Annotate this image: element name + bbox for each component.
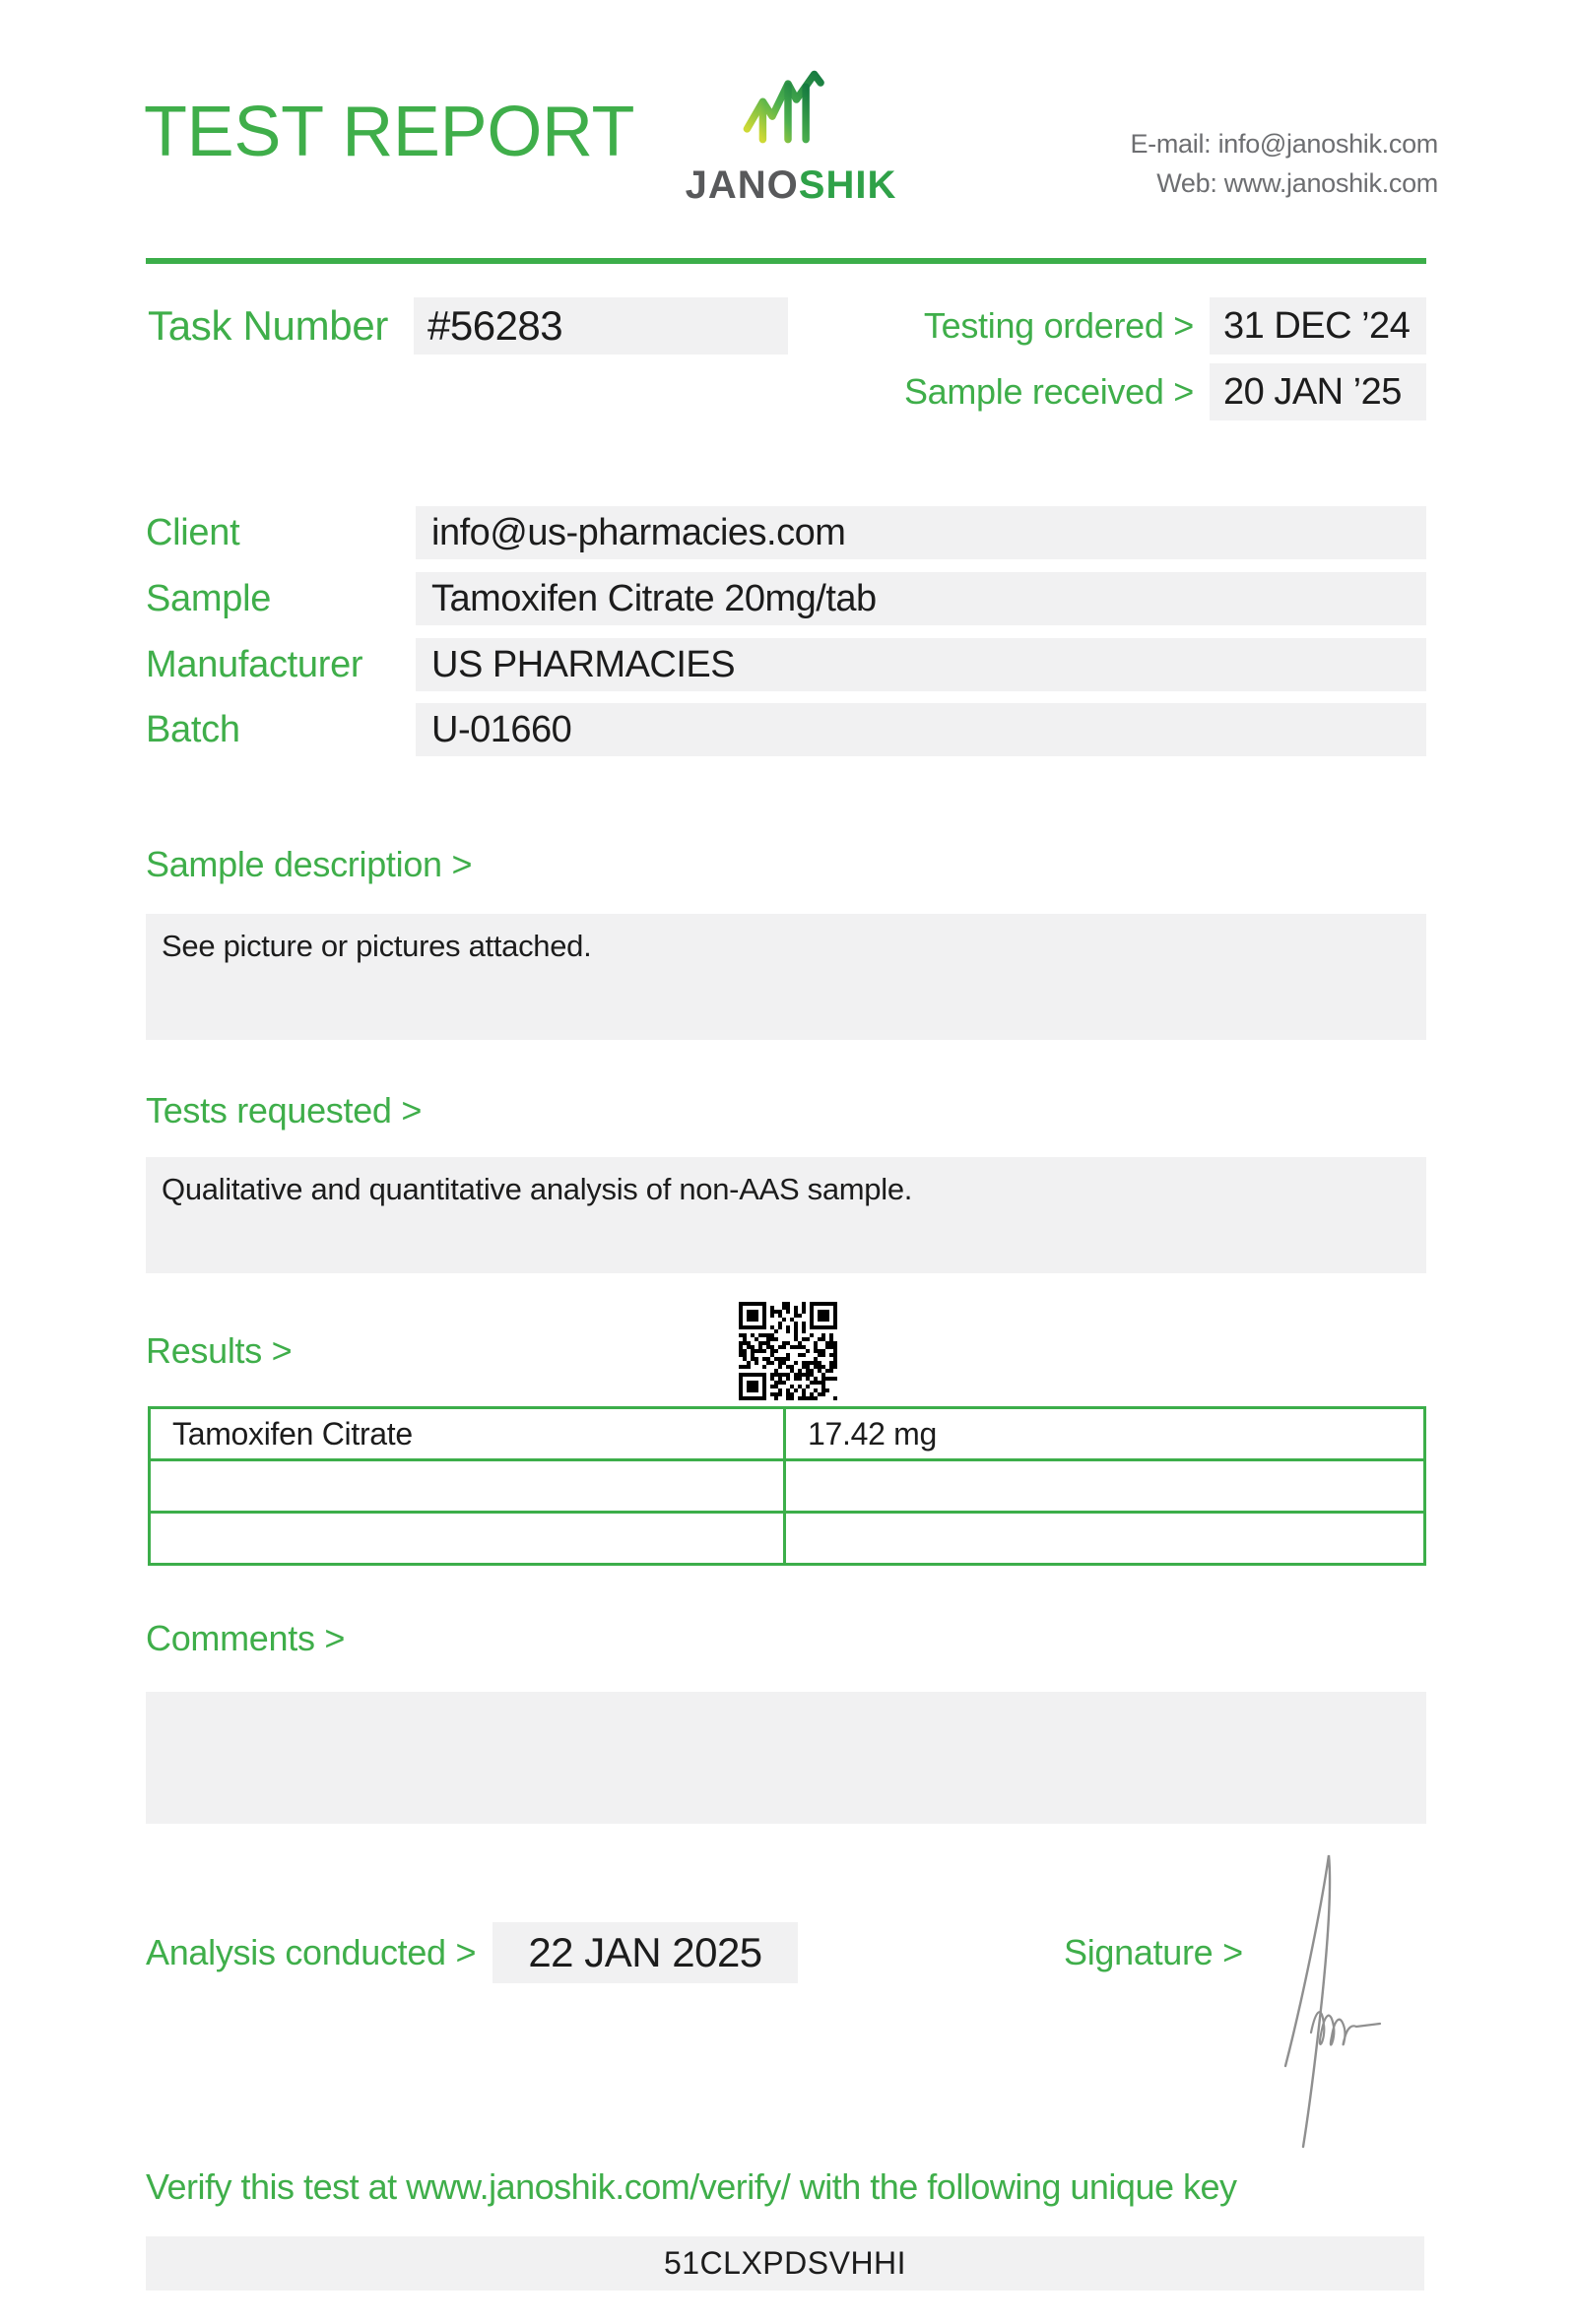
manufacturer-value: US PHARMACIES — [416, 638, 1426, 691]
header-divider — [146, 258, 1426, 264]
verify-instruction: Verify this test at www.janoshik.com/verify/ with the following unique key — [146, 2166, 1237, 2207]
results-table — [148, 1406, 1426, 1566]
result-value-cell — [785, 1513, 1425, 1565]
contact-web: Web: www.janoshik.com — [1156, 168, 1438, 198]
tests-requested-heading: Tests requested > — [146, 1090, 423, 1130]
task-number-value: #56283 — [414, 297, 788, 355]
sample-received-label: Sample received > — [903, 371, 1194, 412]
table-row — [150, 1513, 1425, 1565]
sample-received-date: 20 JAN ’25 — [1210, 363, 1426, 420]
result-analyte-cell — [150, 1460, 785, 1513]
sample-label: Sample — [146, 578, 272, 619]
table-row — [150, 1460, 1425, 1513]
sample-description-box — [146, 914, 1426, 1040]
tests-requested-box — [146, 1157, 1426, 1273]
client-value: info@us-pharmacies.com — [416, 506, 1426, 559]
comments-box — [146, 1692, 1426, 1824]
batch-value: U-01660 — [416, 703, 1426, 756]
results-heading: Results > — [146, 1330, 293, 1371]
signature-scribble — [1276, 1840, 1404, 2155]
logo-text-secondary: SHIK — [798, 163, 897, 207]
analysis-date: 22 JAN 2025 — [492, 1922, 798, 1983]
result-analyte-cell: Tamoxifen Citrate — [150, 1408, 785, 1460]
testing-ordered-label: Testing ordered > — [923, 305, 1194, 346]
client-label: Client — [146, 512, 240, 553]
sample-description-heading: Sample description > — [146, 844, 473, 884]
tests-requested-text: Qualitative and quantitative analysis of non-AAS sample. — [162, 1172, 913, 1206]
signature-label: Signature > — [1064, 1932, 1243, 1972]
logo-chart-icon — [741, 69, 835, 160]
result-value-cell: 17.42 mg — [785, 1408, 1425, 1460]
result-analyte-cell — [150, 1513, 785, 1565]
comments-text — [146, 1692, 1426, 1706]
sample-description-text: See picture or pictures attached. — [162, 929, 592, 963]
comments-heading: Comments > — [146, 1618, 346, 1658]
contact-email: E-mail: info@janoshik.com — [1130, 129, 1438, 159]
logo-text-primary: JANO — [685, 163, 799, 207]
testing-ordered-date: 31 DEC ’24 — [1210, 297, 1426, 355]
result-value-cell — [785, 1460, 1425, 1513]
task-number-label: Task Number — [148, 302, 389, 349]
logo-wordmark — [680, 163, 902, 208]
verify-key: 51CLXPDSVHHI — [146, 2236, 1424, 2291]
manufacturer-label: Manufacturer — [146, 644, 363, 685]
page-title: TEST REPORT — [144, 93, 635, 171]
qr-code — [739, 1302, 837, 1400]
analysis-conducted-label: Analysis conducted > — [146, 1932, 477, 1972]
table-row — [150, 1408, 1425, 1460]
sample-value: Tamoxifen Citrate 20mg/tab — [416, 572, 1426, 625]
contact-block — [1130, 124, 1438, 203]
batch-label: Batch — [146, 709, 240, 750]
